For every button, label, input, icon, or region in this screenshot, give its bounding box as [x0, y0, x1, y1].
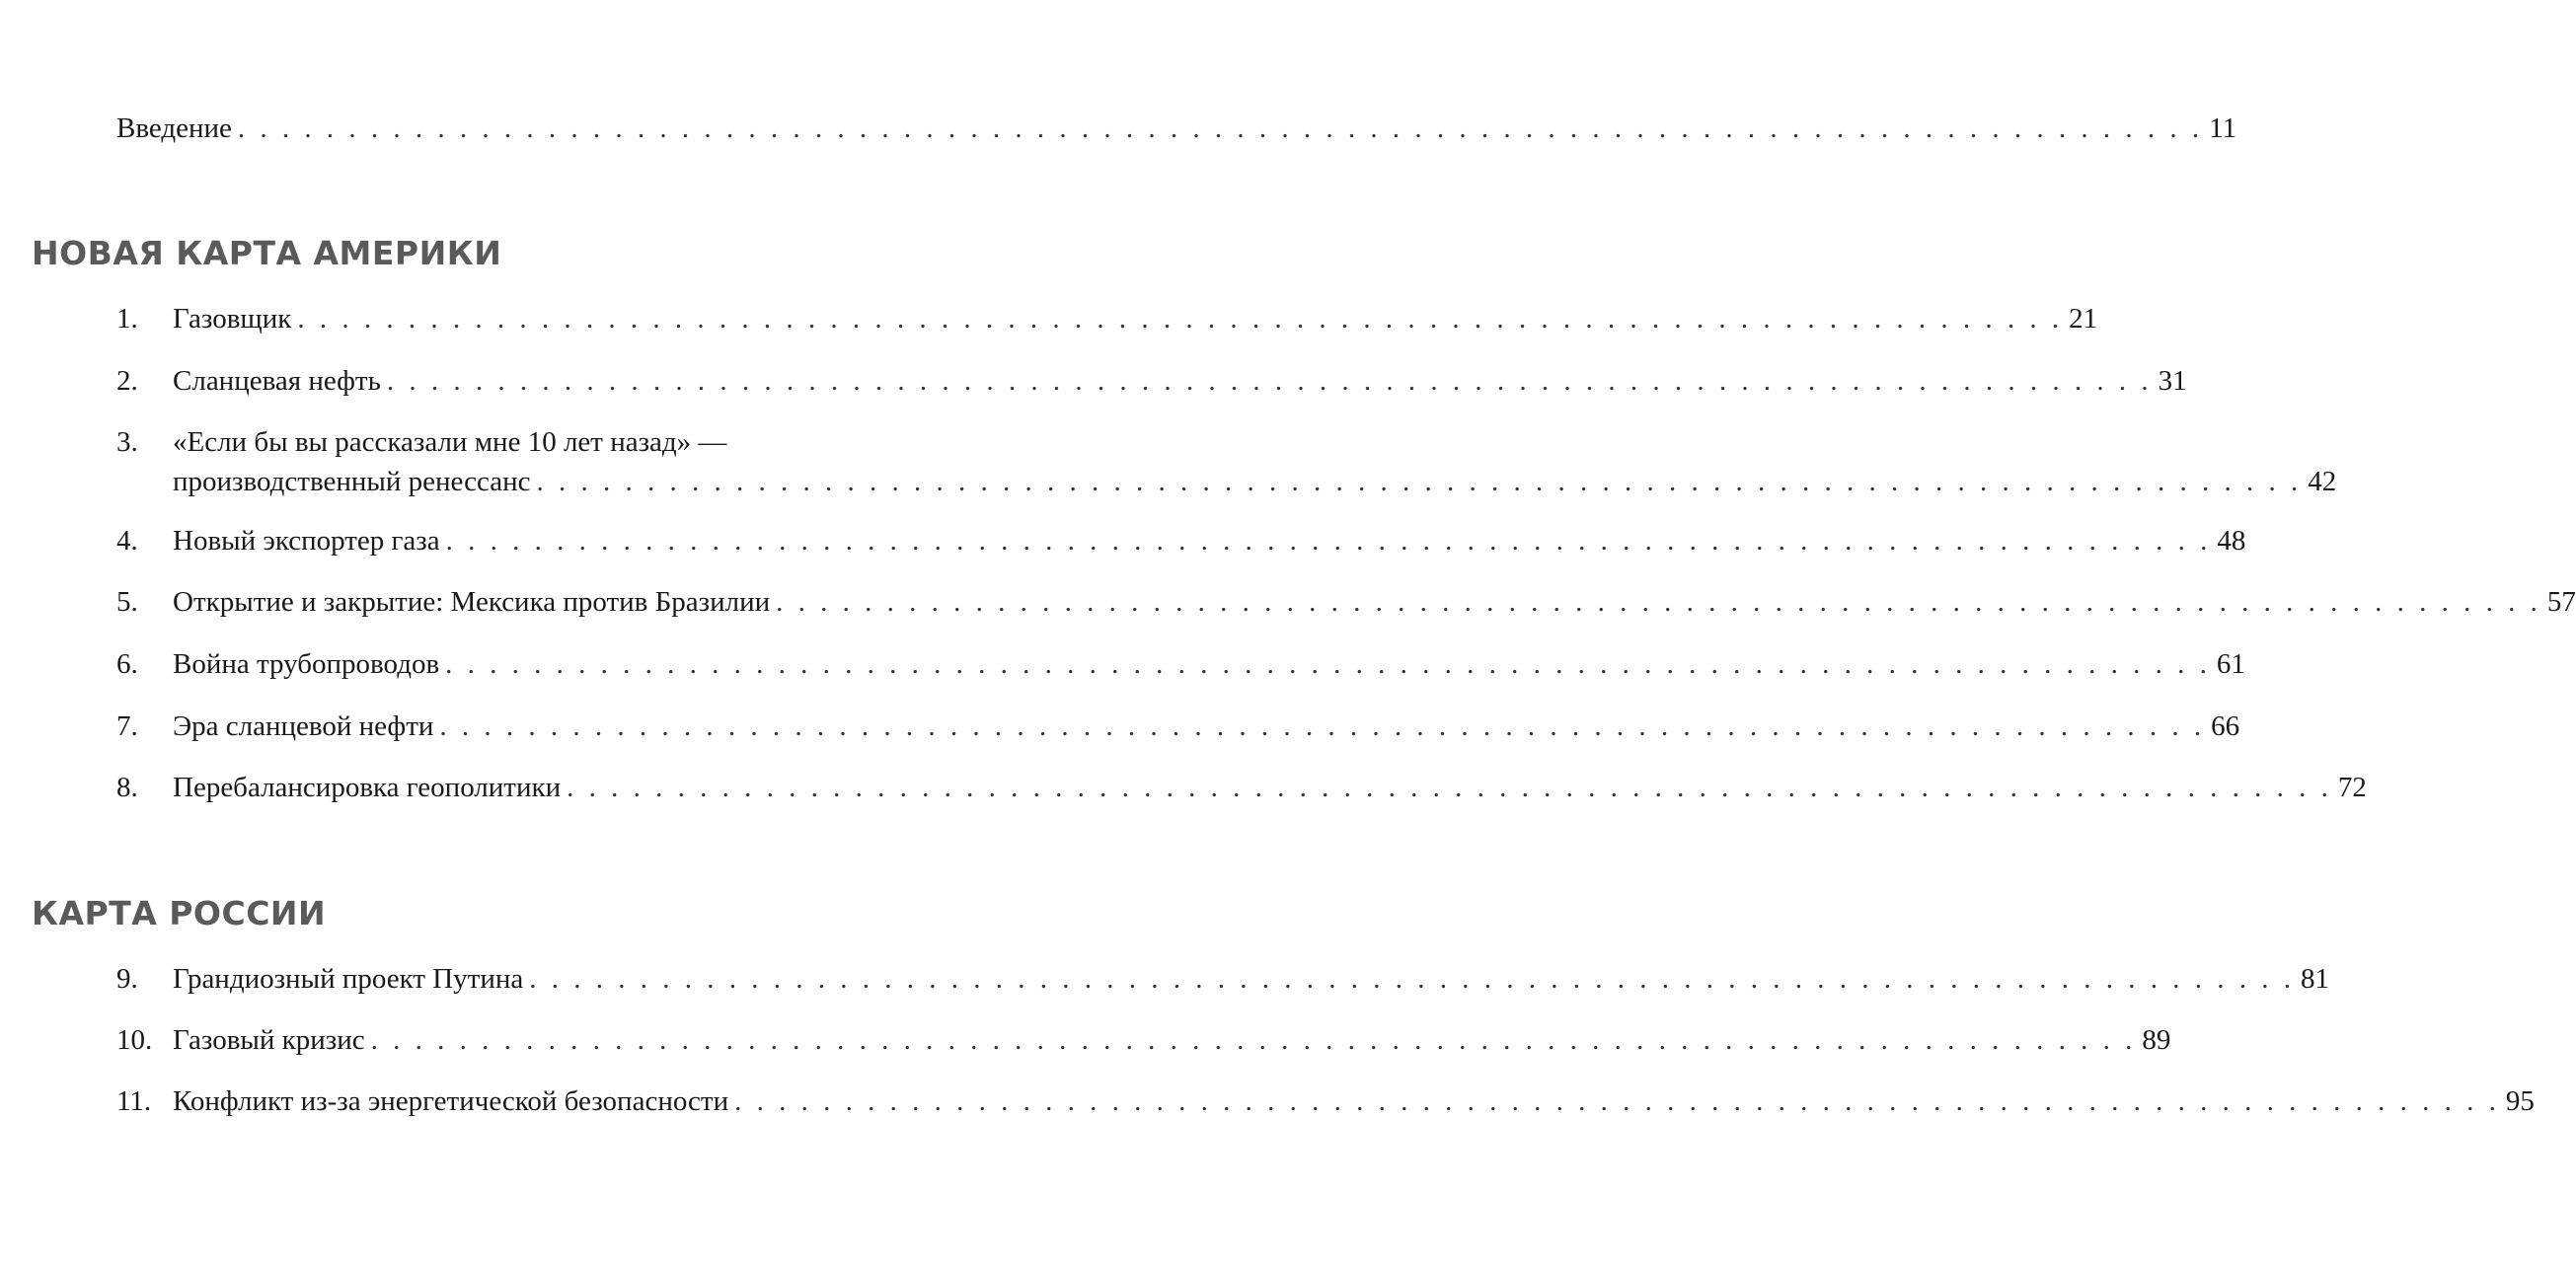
toc-entry	[116, 644, 2245, 684]
dot-leader: . . . . . . . . . . . . . . . . . . . . . . . . . . . . . . . . . . . . . . . . . . . . . . . . . . . . . . . . . . . . . . . . . . . . . . . . . . . . . . . .	[734, 1085, 2500, 1117]
dot-leader: . . . . . . . . . . . . . . . . . . . . . . . . . . . . . . . . . . . . . . . . . . . . . . . . . . . . . . . . . . . . . . . . . . . . . . . . . . . . . . . .	[445, 525, 2212, 557]
toc-entry	[116, 582, 2576, 622]
section-heading-america: НОВАЯ КАРТА АМЕРИКИ	[32, 234, 502, 272]
toc-entry-page: 89	[2142, 1024, 2171, 1056]
toc-entry-number: 6.	[116, 648, 138, 680]
toc-entry-number: 3.	[116, 426, 138, 458]
toc-entry-number: 11.	[116, 1085, 152, 1117]
toc-entry	[116, 422, 2337, 501]
toc-entry-page: 95	[2505, 1085, 2535, 1117]
dot-leader: . . . . . . . . . . . . . . . . . . . . . . . . . . . . . . . . . . . . . . . . . . . . . . . . . . . . . . . . . . . . . . . . . . . . . . . . . . . . . . . .	[386, 365, 2153, 397]
toc-entry-number: 8.	[116, 772, 138, 803]
toc-entry-number: 1.	[116, 303, 138, 335]
toc-entry-title: Перебалансировка геополитики	[173, 772, 562, 803]
toc-entry-page: 42	[2308, 466, 2337, 497]
dot-leader: . . . . . . . . . . . . . . . . . . . . . . . . . . . . . . . . . . . . . . . . . . . . . . . . . . . . . . . . . . . . . . . . . . . . . . . . . . . . . . . .	[445, 648, 2211, 680]
toc-entry-page: 21	[2069, 303, 2098, 335]
toc-entry-title-line1: «Если бы вы рассказали мне 10 лет назад» —	[173, 426, 727, 458]
toc-entry-page: 31	[2158, 365, 2187, 397]
toc-entry-number: 10.	[116, 1024, 153, 1056]
section-heading-russia: КАРТА РОССИИ	[32, 894, 327, 932]
toc-entry-number: 4.	[116, 525, 138, 557]
dot-leader: . . . . . . . . . . . . . . . . . . . . . . . . . . . . . . . . . . . . . . . . . . . . . . . . . . . . . . . . . . . . . . . . . . . . . . . . . . . . . . . . . . . . . . . . .	[237, 112, 2204, 144]
dot-leader: . . . . . . . . . . . . . . . . . . . . . . . . . . . . . . . . . . . . . . . . . . . . . . . . . . . . . . . . . . . . . . . . . . . . . . . . . . . . . . . .	[567, 772, 2332, 803]
toc-entry-page: 61	[2216, 648, 2245, 680]
toc-entry-title: Эра сланцевой нефти	[173, 710, 434, 742]
toc-entry-title: Газовщик	[173, 303, 292, 335]
toc-entry	[116, 361, 2187, 401]
toc-entry-title: Газовый кризис	[173, 1024, 365, 1056]
dot-leader: . . . . . . . . . . . . . . . . . . . . . . . . . . . . . . . . . . . . . . . . . . . . . . . . . . . . . . . . . . . . . . . . . . . . . . . . . . . . . . . .	[529, 963, 2295, 995]
toc-entry	[116, 1081, 2535, 1121]
toc-entry-title-line2: производственный ренессанс	[173, 466, 531, 497]
toc-entry-title: Сланцевая нефть	[173, 365, 381, 397]
toc-entry	[116, 768, 2367, 807]
dot-leader: . . . . . . . . . . . . . . . . . . . . . . . . . . . . . . . . . . . . . . . . . . . . . . . . . . . . . . . . . . . . . . . . . . . . . . . . . . . . . . . .	[297, 303, 2064, 335]
toc-entry-intro	[116, 109, 2237, 148]
toc-entry-page: 11	[2209, 112, 2237, 144]
toc-entry-title: Открытие и закрытие: Мексика против Бразилии	[173, 586, 771, 618]
toc-entry-page: 48	[2217, 525, 2246, 557]
toc-entry-title: Конфликт из-за энергетической безопасности	[173, 1085, 729, 1117]
toc-entry-title: Введение	[116, 112, 232, 144]
toc-entry-title: Война трубопроводов	[173, 648, 440, 680]
toc-entry-title: Грандиозный проект Путина	[173, 963, 524, 995]
toc-entry	[116, 707, 2240, 746]
toc-entry	[116, 299, 2098, 338]
toc-entry	[116, 521, 2246, 560]
toc-entry-page: 57	[2546, 586, 2576, 618]
toc-entry-number: 7.	[116, 710, 138, 742]
toc-entry-page: 72	[2337, 772, 2367, 803]
dot-leader: . . . . . . . . . . . . . . . . . . . . . . . . . . . . . . . . . . . . . . . . . . . . . . . . . . . . . . . . . . . . . . . . . . . . . . . . . . . . . . . .	[776, 586, 2541, 618]
toc-entry	[116, 959, 2329, 999]
toc-entry-page: 66	[2211, 710, 2240, 742]
dot-leader: . . . . . . . . . . . . . . . . . . . . . . . . . . . . . . . . . . . . . . . . . . . . . . . . . . . . . . . . . . . . . . . . . . . . . . . . . . . . . . . .	[370, 1024, 2137, 1056]
toc-entry-title: Новый экспортер газа	[173, 525, 440, 557]
dot-leader: . . . . . . . . . . . . . . . . . . . . . . . . . . . . . . . . . . . . . . . . . . . . . . . . . . . . . . . . . . . . . . . . . . . . . . . . . . . . . . . .	[439, 710, 2206, 742]
toc-entry	[116, 1020, 2171, 1060]
toc-entry-page: 81	[2301, 963, 2329, 995]
toc-entry-number: 5.	[116, 586, 138, 618]
toc-entry-number: 9.	[116, 963, 138, 995]
dot-leader: . . . . . . . . . . . . . . . . . . . . . . . . . . . . . . . . . . . . . . . . . . . . . . . . . . . . . . . . . . . . . . . . . . . . . . . . . . . . . . . .	[536, 466, 2303, 497]
toc-entry-number: 2.	[116, 365, 138, 397]
